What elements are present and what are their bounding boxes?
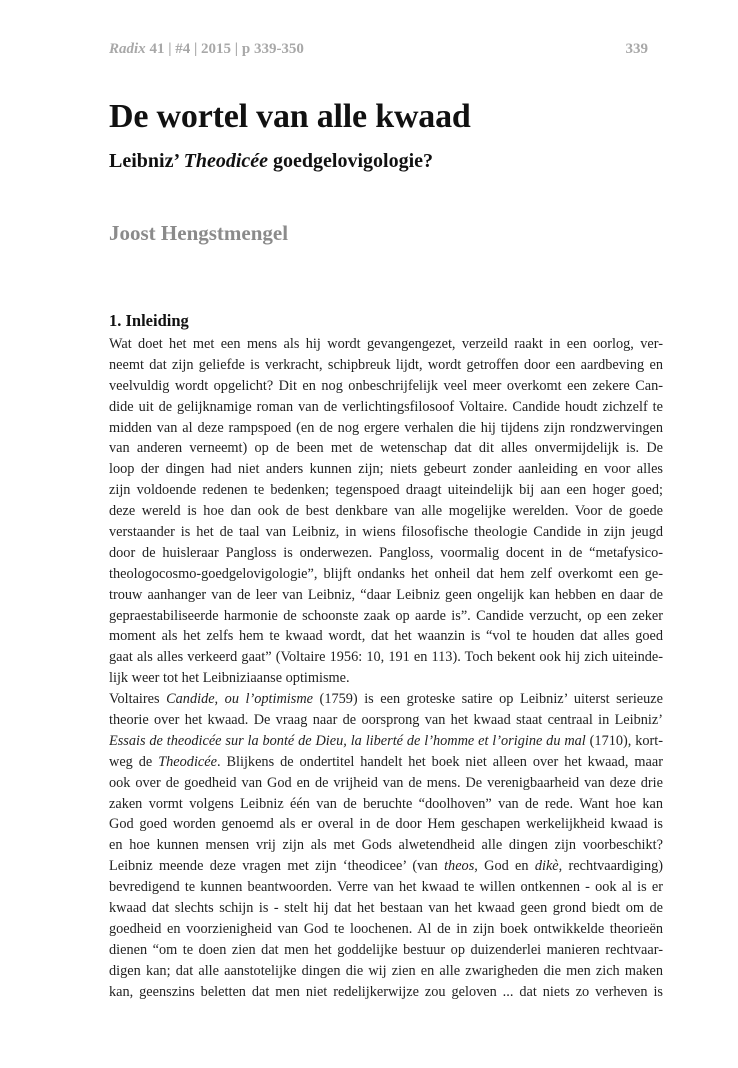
italic-text: theos bbox=[444, 858, 475, 875]
page-number: 339 bbox=[625, 41, 648, 57]
text-segment: , God en bbox=[474, 858, 535, 875]
text-segment: van anderen verneemt) op de been met de wetenschap dat dit alles onvermijdelijk is. De bbox=[109, 440, 663, 457]
italic-text: Candide, ou l’optimisme bbox=[166, 691, 314, 708]
text-segment: gepraestabiliseerde harmonie de schoonste zaak op aarde is”. Candide verzucht, op een zeker bbox=[109, 607, 663, 624]
text-line bbox=[109, 376, 663, 397]
text-line bbox=[109, 480, 663, 501]
text-segment: kan, geenszins beletten dat men niet redelijkerwijze zou geloven ... dat niets zo verheven is bbox=[109, 983, 663, 1000]
text-segment: . Blijkens de ondertitel handelt het boek niet alleen over het kwaad, maar bbox=[216, 753, 663, 770]
citation-details: 41 | #4 | 2015 | p 339-350 bbox=[145, 41, 304, 57]
text-line bbox=[109, 334, 663, 355]
text-line bbox=[109, 877, 663, 898]
text-segment: deze wereld is hoe dan ook de best denkbare van alle mogelijke werelden. Voor de goede bbox=[109, 503, 663, 520]
text-line bbox=[109, 689, 663, 710]
author-name: Joost Hengstmengel bbox=[109, 221, 289, 245]
text-segment: lijk weer tot het Leibniziaanse optimisme. bbox=[109, 670, 350, 687]
text-line bbox=[109, 647, 663, 668]
text-segment: dienen “om te doen zien dat men het goddelijke bestuur op duizenderlei manieren rechtvaar- bbox=[109, 941, 663, 958]
text-segment: goedheid en voorzienigheid van God te loochenen. Al de in zijn boek ontwikkelde theorieën bbox=[109, 920, 663, 937]
text-segment: zijn voldoende redenen te bedenken; tegenspoed draagt uiteindelijk bij aan een hoger goed; bbox=[109, 482, 663, 499]
journal-name: Radix bbox=[109, 41, 146, 57]
text-segment: digen kan; dat alle aanstotelijke dingen die wij zien en alle zwarigheden die men zich maken bbox=[109, 962, 663, 979]
running-head bbox=[109, 41, 648, 58]
text-segment: bevredigend te kunnen beantwoorden. Verre van het kwaad te willen ontkennen - ook al is er bbox=[109, 879, 663, 896]
section-heading: 1. Inleiding bbox=[109, 311, 189, 330]
text-line bbox=[109, 585, 663, 606]
text-line bbox=[109, 459, 663, 480]
text-segment: Voltaires bbox=[109, 691, 167, 708]
text-segment: trouw aanhanger van de leer van Leibniz, “daar Leibniz geen ongelijk kan hebben en daar de bbox=[109, 586, 663, 603]
text-line bbox=[109, 626, 663, 647]
text-segment: theologocosmo-goedgelovigologie”, blijft ondanks het onheil dat hem zelf overkomt een ge- bbox=[109, 565, 663, 582]
text-line bbox=[109, 543, 663, 564]
citation bbox=[109, 41, 304, 58]
subtitle-prefix: Leibniz’ bbox=[109, 150, 184, 172]
text-segment: midden van al deze rampspoed (en de nog ergere verhalen die hij tijdens zijn rondzwervingen bbox=[109, 419, 663, 436]
text-line bbox=[109, 940, 663, 961]
text-segment: (1710), kort- bbox=[585, 732, 663, 749]
text-segment: en hoe kunnen mensen vrij zijn als met Gods alwetendheid alle dingen zijn voorbeschikt? bbox=[109, 837, 663, 854]
text-segment: Leibniz meende deze vragen met zijn ‘theodicee’ (van bbox=[109, 858, 445, 875]
subtitle-suffix: goedgelovigologie? bbox=[268, 150, 434, 172]
text-line bbox=[109, 606, 663, 627]
text-line bbox=[109, 835, 663, 856]
text-line bbox=[109, 982, 663, 1003]
text-line bbox=[109, 564, 663, 585]
text-line bbox=[109, 919, 663, 940]
text-segment: zaken vormt volgens Leibniz één van de beruchte “doolhoven” van de rede. Want hoe kan bbox=[109, 795, 663, 812]
text-segment: (1759) is een groteske satire op Leibniz’ uiterst serieuze bbox=[313, 691, 663, 708]
text-segment: gaat als alles verkeerd gaat” (Voltaire 1956: 10, 191 en 113). Toch bekent ook hij zich uiteinde- bbox=[109, 649, 663, 666]
text-line bbox=[109, 773, 663, 794]
text-segment: theorie over het kwaad. De vraag naar de oorsprong van het kwaad staat centraal in Leibniz’ bbox=[109, 712, 663, 729]
text-segment: God goed worden genoemd als er overal in de door Hem geschapen werkelijkheid kwaad is bbox=[109, 816, 663, 833]
text-segment: neemt dat zijn geliefde is verkracht, schipbreuk lijdt, wordt getroffen door een aardbeving en bbox=[109, 356, 663, 373]
text-segment: moment als het zelfs hem te kwaad wordt, dat het waanzin is “vol te houden dat alles goed bbox=[109, 628, 663, 645]
text-line bbox=[109, 898, 663, 919]
text-segment: kwaad dat slechts schijn is - stelt hij dat het bestaan van het kwaad geen grond biedt om de bbox=[109, 900, 663, 917]
text-line bbox=[109, 814, 663, 835]
text-segment: door de huisleraar Pangloss is onderwezen. Pangloss, voormalig docent in de “metafysico- bbox=[109, 544, 663, 561]
italic-text: Theodicée bbox=[158, 753, 217, 770]
text-line bbox=[109, 961, 663, 982]
text-line bbox=[109, 794, 663, 815]
text-line bbox=[109, 438, 663, 459]
text-line bbox=[109, 418, 663, 439]
italic-text: Essais de theodicée sur la bonté de Dieu, la liberté de l’homme et l’origine du mal bbox=[109, 732, 586, 749]
text-segment: ook over de goedheid van God en de vrijheid van de mens. De verenigbaarheid van deze drie bbox=[109, 774, 663, 791]
text-segment: dide uit de gelijknamige roman van de verlichtingsfilosoof Voltaire. Candide houdt zichzelf te bbox=[109, 398, 663, 415]
text-line bbox=[109, 731, 663, 752]
text-segment: , rechtvaardiging) bbox=[558, 858, 663, 875]
text-line bbox=[109, 501, 663, 522]
text-line bbox=[109, 856, 663, 877]
text-segment: loop der dingen had niet anders kunnen zijn; niets gebeurt zonder aanleiding en voor alles bbox=[109, 461, 663, 478]
text-line bbox=[109, 710, 663, 731]
body-text bbox=[109, 334, 663, 1003]
text-segment: verstaander is het de taal van Leibniz, in wiens filosofische theologie Candide in zijn jeugd bbox=[109, 524, 663, 541]
text-line bbox=[109, 752, 663, 773]
text-line bbox=[109, 397, 663, 418]
text-line bbox=[109, 522, 663, 543]
article-title: De wortel van alle kwaad bbox=[109, 98, 471, 135]
text-line bbox=[109, 355, 663, 376]
subtitle-italic: Theodicée bbox=[183, 150, 269, 172]
article-subtitle bbox=[109, 150, 433, 173]
text-segment: Wat doet het met een mens als hij wordt gevangengezet, verzeild raakt in een oorlog, ver- bbox=[109, 336, 663, 352]
text-segment: veelvuldig wordt opgelicht? Dit en nog onbeschrijfelijk veel meer overkomt een zekere Can- bbox=[109, 377, 663, 394]
text-line bbox=[109, 668, 663, 689]
italic-text: dikè bbox=[534, 858, 559, 875]
text-segment: weg de bbox=[109, 753, 159, 770]
